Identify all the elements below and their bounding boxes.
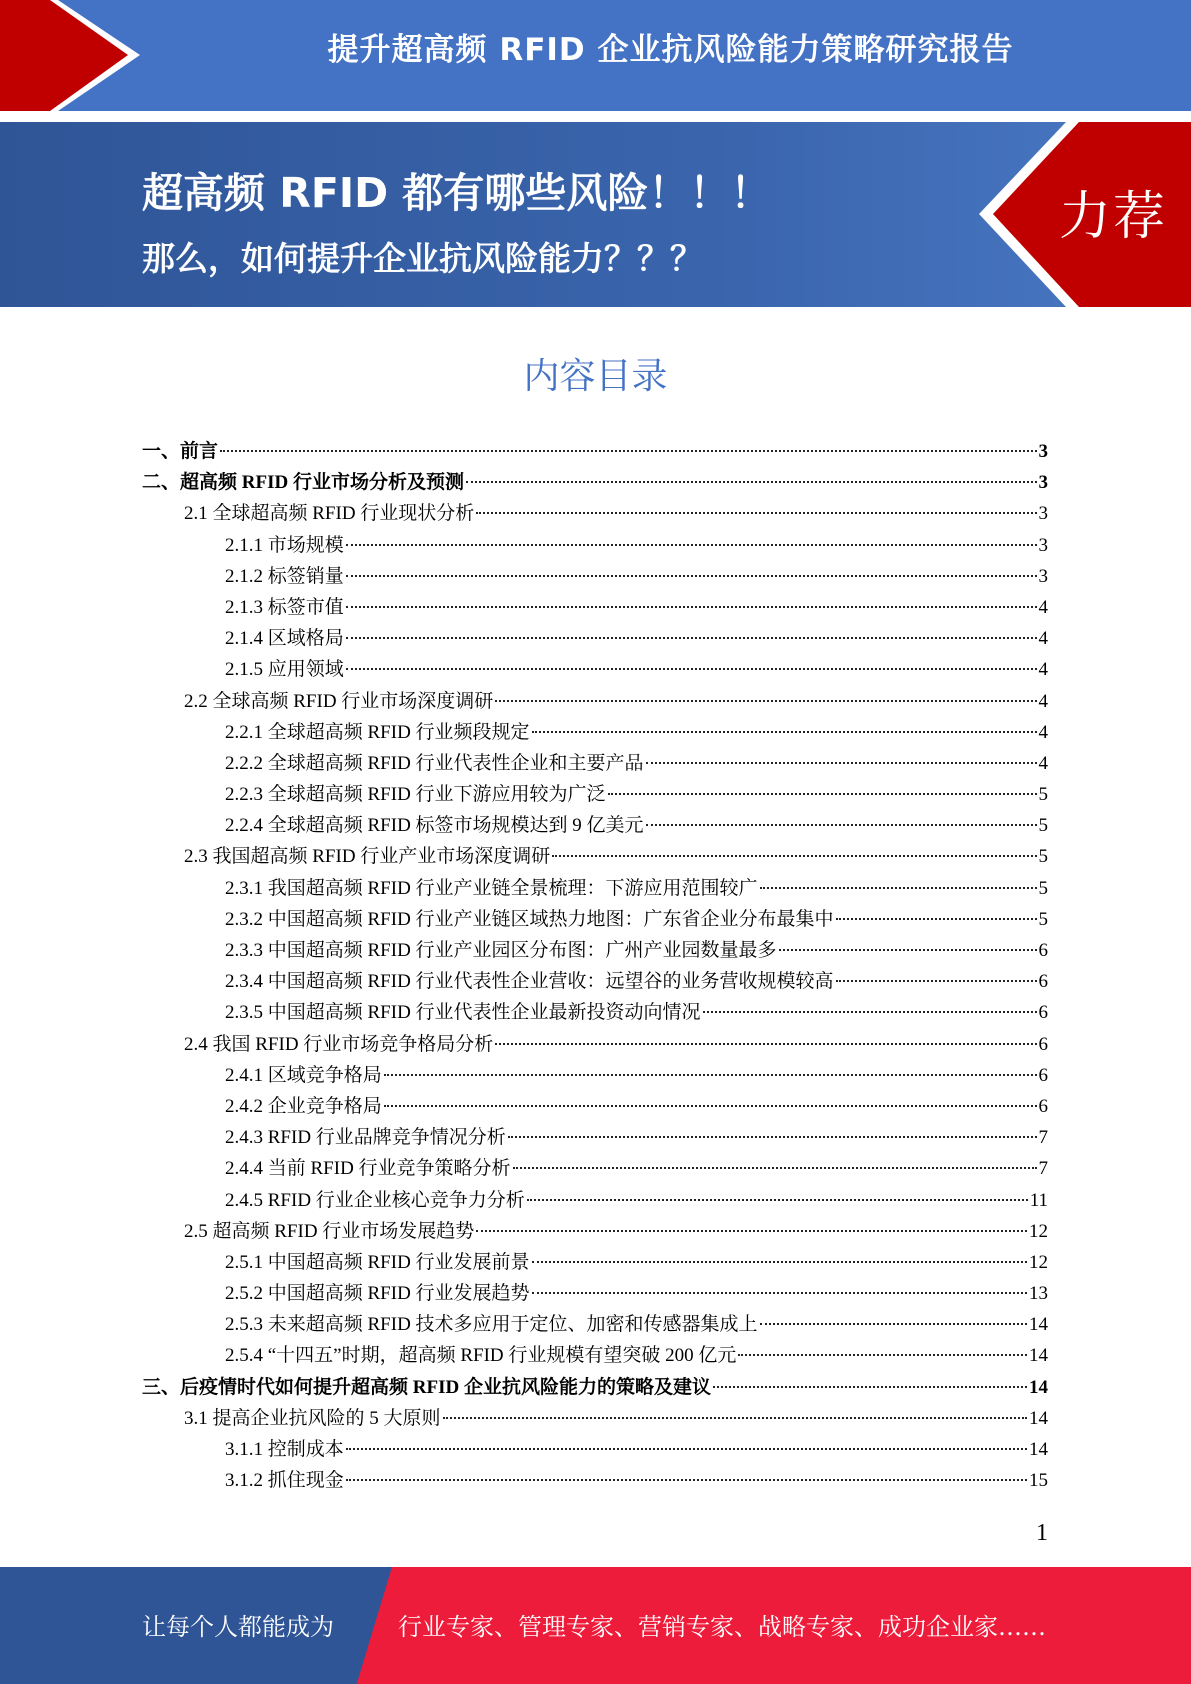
- toc-entry-page: 5: [1038, 846, 1048, 868]
- toc-entry[interactable]: [142, 779, 1048, 810]
- toc-entry[interactable]: [142, 686, 1048, 717]
- toc-entry-page: 6: [1038, 940, 1048, 961]
- red-arrow-decoration: [0, 0, 160, 111]
- toc-entry[interactable]: [142, 530, 1048, 561]
- toc-entry-page: 14: [1029, 1439, 1048, 1460]
- toc-entry-label: 2.2.4 全球超高频 RFID 标签市场规模达到 9 亿美元: [225, 815, 644, 837]
- toc-entry[interactable]: [142, 1372, 1048, 1403]
- toc-dot-leader: [738, 1354, 1027, 1356]
- toc-dot-leader: [760, 1323, 1027, 1325]
- toc-dot-leader: [532, 731, 1037, 733]
- toc-entry[interactable]: [142, 1091, 1048, 1122]
- report-header-bar: [0, 0, 1191, 111]
- toc-dot-leader: [466, 481, 1037, 483]
- toc-entry-label: 二、超高频 RFID 行业市场分析及预测: [142, 472, 464, 494]
- toc-dot-leader: [384, 1074, 1037, 1076]
- toc-entry-page: 4: [1038, 596, 1048, 618]
- toc-entry-label: 2.5.3 未来超高频 RFID 技术多应用于定位、加密和传感器集成上: [225, 1314, 758, 1336]
- toc-entry-page: 5: [1038, 815, 1048, 837]
- toc-entry-page: 6: [1038, 971, 1048, 993]
- toc-entry-page: 4: [1038, 628, 1048, 650]
- toc-dot-leader: [713, 1386, 1027, 1388]
- toc-entry[interactable]: [142, 1340, 1048, 1371]
- toc-dot-leader: [495, 700, 1036, 702]
- recommend-badge: 力荐: [1058, 187, 1167, 247]
- footer-slogan-lead: 让每个人都能成为: [142, 1613, 334, 1641]
- toc-entry-label: 2.2 全球高频 RFID 行业市场深度调研: [184, 690, 494, 712]
- toc-entry-label: 2.4.4 当前 RFID 行业竞争策略分析: [225, 1158, 511, 1180]
- toc-dot-leader: [443, 1417, 1027, 1419]
- toc-entry-page: 12: [1029, 1251, 1048, 1273]
- toc-dot-leader: [346, 606, 1037, 608]
- toc-entry-page: 13: [1029, 1283, 1048, 1305]
- toc-entry-label: 一、前言: [142, 441, 219, 462]
- toc-entry-page: 14: [1029, 1314, 1048, 1336]
- toc-entry[interactable]: [142, 1060, 1048, 1091]
- toc-entry-page: 4: [1038, 752, 1048, 774]
- toc-dot-leader: [384, 1105, 1037, 1107]
- toc-entry[interactable]: [142, 561, 1048, 592]
- toc-entry[interactable]: [142, 966, 1048, 997]
- toc-dot-leader: [513, 1167, 1037, 1169]
- toc-entry-label: 2.1.2 标签销量: [225, 565, 344, 587]
- toc-dot-leader: [346, 637, 1037, 639]
- toc-entry-label: 2.3 我国超高频 RFID 行业产业市场深度调研: [184, 846, 551, 868]
- toc-entry-label: 2.1 全球超高频 RFID 行业现状分析: [184, 503, 475, 525]
- toc-entry-page: 6: [1038, 1064, 1048, 1086]
- toc-entry-label: 3.1 提高企业抗风险的 5 大原则: [184, 1407, 441, 1429]
- toc-entry-page: 3: [1038, 472, 1048, 494]
- toc-dot-leader: [760, 887, 1037, 889]
- toc-dot-leader: [836, 980, 1037, 982]
- page-number: 1: [1036, 1520, 1048, 1546]
- toc-entry-label: 2.3.1 我国超高频 RFID 行业产业链全景梳理：下游应用范围较广: [225, 877, 758, 899]
- toc-entry-label: 2.3.2 中国超高频 RFID 行业产业链区域热力地图：广东省企业分布最集中: [225, 908, 834, 930]
- toc-entry-label: 2.4.1 区域竞争格局: [225, 1064, 382, 1086]
- toc-entry[interactable]: [142, 935, 1048, 966]
- toc-entry[interactable]: [142, 1309, 1048, 1340]
- toc-dot-leader: [703, 1011, 1037, 1013]
- toc-entry[interactable]: [142, 1247, 1048, 1278]
- toc-entry-label: 2.1.5 应用领域: [225, 659, 344, 681]
- toc-entry-label: 2.4.5 RFID 行业企业核心竞争力分析: [225, 1189, 525, 1211]
- toc-dot-leader: [346, 544, 1037, 546]
- toc-entry-page: 3: [1038, 503, 1048, 525]
- toc-entry-page: 3: [1038, 441, 1048, 462]
- toc-entry-label: 2.2.3 全球超高频 RFID 行业下游应用较为广泛: [225, 784, 606, 806]
- toc-entry-label: 3.1.2 抓住现金: [225, 1470, 344, 1492]
- toc-entry[interactable]: [142, 717, 1048, 748]
- toc-entry[interactable]: [142, 592, 1048, 623]
- toc-entry-page: 3: [1038, 534, 1048, 556]
- toc-dot-leader: [836, 918, 1037, 920]
- toc-entry-label: 2.5.1 中国超高频 RFID 行业发展前景: [225, 1251, 530, 1273]
- toc-entry-page: 4: [1038, 690, 1048, 712]
- report-title: 提升超高频 RFID 企业抗风险能力策略研究报告: [327, 32, 1014, 68]
- toc-dot-leader: [346, 1448, 1027, 1450]
- footer-banner: [0, 1567, 1191, 1684]
- toc-entry-page: 7: [1038, 1127, 1048, 1149]
- toc-entry[interactable]: [142, 841, 1048, 872]
- toc-entry-label: 2.2.1 全球超高频 RFID 行业频段规定: [225, 721, 530, 743]
- toc-entry-page: 14: [1029, 1376, 1048, 1398]
- toc-entry-label: 三、后疫情时代如何提升超高频 RFID 企业抗风险能力的策略及建议: [142, 1376, 711, 1398]
- toc-entry[interactable]: [142, 1122, 1048, 1153]
- toc-dot-leader: [646, 824, 1037, 826]
- toc-entry-label: 2.5.4 “十四五”时期，超高频 RFID 行业规模有望突破 200 亿元: [225, 1345, 737, 1367]
- toc-dot-leader: [779, 949, 1037, 951]
- toc-entry[interactable]: [142, 1216, 1048, 1247]
- toc-entry-label: 2.1.1 市场规模: [225, 534, 344, 556]
- toc-dot-leader: [532, 1292, 1027, 1294]
- toc-dot-leader: [495, 1043, 1036, 1045]
- toc-entry-label: 2.3.3 中国超高频 RFID 行业产业园区分布图：广州产业园数量最多: [225, 940, 777, 961]
- toc-entry-label: 2.1.4 区域格局: [225, 628, 344, 650]
- toc-entry[interactable]: [142, 1434, 1048, 1465]
- toc-entry[interactable]: [142, 1465, 1048, 1496]
- toc-entry[interactable]: [142, 1185, 1048, 1216]
- toc-entry-page: 6: [1038, 1095, 1048, 1117]
- toc-dot-leader: [476, 512, 1036, 514]
- toc-entry-label: 3.1.1 控制成本: [225, 1439, 344, 1460]
- toc-entry-page: 5: [1038, 784, 1048, 806]
- headline-risk-question: 超高频 RFID 都有哪些风险！！！: [142, 169, 772, 217]
- toc-entry-label: 2.2.2 全球超高频 RFID 行业代表性企业和主要产品: [225, 752, 644, 774]
- toc-dot-leader: [527, 1199, 1028, 1201]
- toc-entry-page: 7: [1038, 1158, 1048, 1180]
- toc-entry[interactable]: [142, 1029, 1048, 1060]
- headline-banner: [0, 122, 1191, 307]
- toc-entry[interactable]: [142, 748, 1048, 779]
- toc-dot-leader: [346, 575, 1037, 577]
- toc-entry[interactable]: [142, 1278, 1048, 1309]
- toc-entry[interactable]: [142, 436, 1048, 467]
- toc-entry-page: 14: [1029, 1345, 1048, 1367]
- toc-dot-leader: [476, 1230, 1027, 1232]
- toc-entry-label: 2.4.2 企业竞争格局: [225, 1095, 382, 1117]
- toc-entry-page: 6: [1038, 1002, 1048, 1024]
- toc-entry-page: 6: [1038, 1033, 1048, 1055]
- toc-entry[interactable]: [142, 654, 1048, 685]
- toc-entry-page: 5: [1038, 908, 1048, 930]
- toc-entry-page: 4: [1038, 721, 1048, 743]
- toc-title: 内容目录: [523, 356, 668, 397]
- toc-entry-label: 2.4.3 RFID 行业品牌竞争情况分析: [225, 1127, 506, 1149]
- toc-entry[interactable]: [142, 623, 1048, 654]
- toc-entry[interactable]: [142, 1403, 1048, 1434]
- toc-dot-leader: [220, 450, 1036, 452]
- toc-entry-page: 3: [1038, 565, 1048, 587]
- toc-entry[interactable]: [142, 810, 1048, 841]
- toc-dot-leader: [346, 1479, 1027, 1481]
- toc-dot-leader: [608, 793, 1037, 795]
- toc-entry-label: 2.3.5 中国超高频 RFID 行业代表性企业最新投资动向情况: [225, 1002, 701, 1024]
- toc-entry[interactable]: [142, 873, 1048, 904]
- toc-entry-label: 2.1.3 标签市值: [225, 596, 344, 618]
- toc-entry-label: 2.5 超高频 RFID 行业市场发展趋势: [184, 1220, 475, 1242]
- toc-dot-leader: [532, 1261, 1027, 1263]
- toc-dot-leader: [508, 1136, 1037, 1138]
- toc-entry[interactable]: [142, 498, 1048, 529]
- toc-entry-page: 11: [1029, 1189, 1048, 1211]
- toc-entry[interactable]: [142, 997, 1048, 1028]
- toc-dot-leader: [346, 668, 1037, 670]
- toc-entry-label: 2.4 我国 RFID 行业市场竞争格局分析: [184, 1033, 494, 1055]
- toc-entry[interactable]: [142, 467, 1048, 498]
- table-of-contents: [142, 436, 1048, 1496]
- toc-entry-page: 4: [1038, 659, 1048, 681]
- toc-entry-page: 12: [1029, 1220, 1048, 1242]
- footer-slogan-roles: 行业专家、管理专家、营销专家、战略专家、成功企业家……: [398, 1613, 1046, 1641]
- toc-entry-page: 5: [1038, 877, 1048, 899]
- toc-entry-label: 2.3.4 中国超高频 RFID 行业代表性企业营收：远望谷的业务营收规模较高: [225, 971, 834, 993]
- toc-entry[interactable]: [142, 904, 1048, 935]
- toc-dot-leader: [552, 855, 1036, 857]
- toc-entry[interactable]: [142, 1153, 1048, 1184]
- toc-entry-page: 14: [1029, 1407, 1048, 1429]
- toc-entry-page: 15: [1029, 1470, 1048, 1492]
- toc-entry-label: 2.5.2 中国超高频 RFID 行业发展趋势: [225, 1283, 530, 1305]
- toc-dot-leader: [646, 762, 1037, 764]
- headline-improve-question: 那么，如何提升企业抗风险能力？？？: [142, 239, 703, 278]
